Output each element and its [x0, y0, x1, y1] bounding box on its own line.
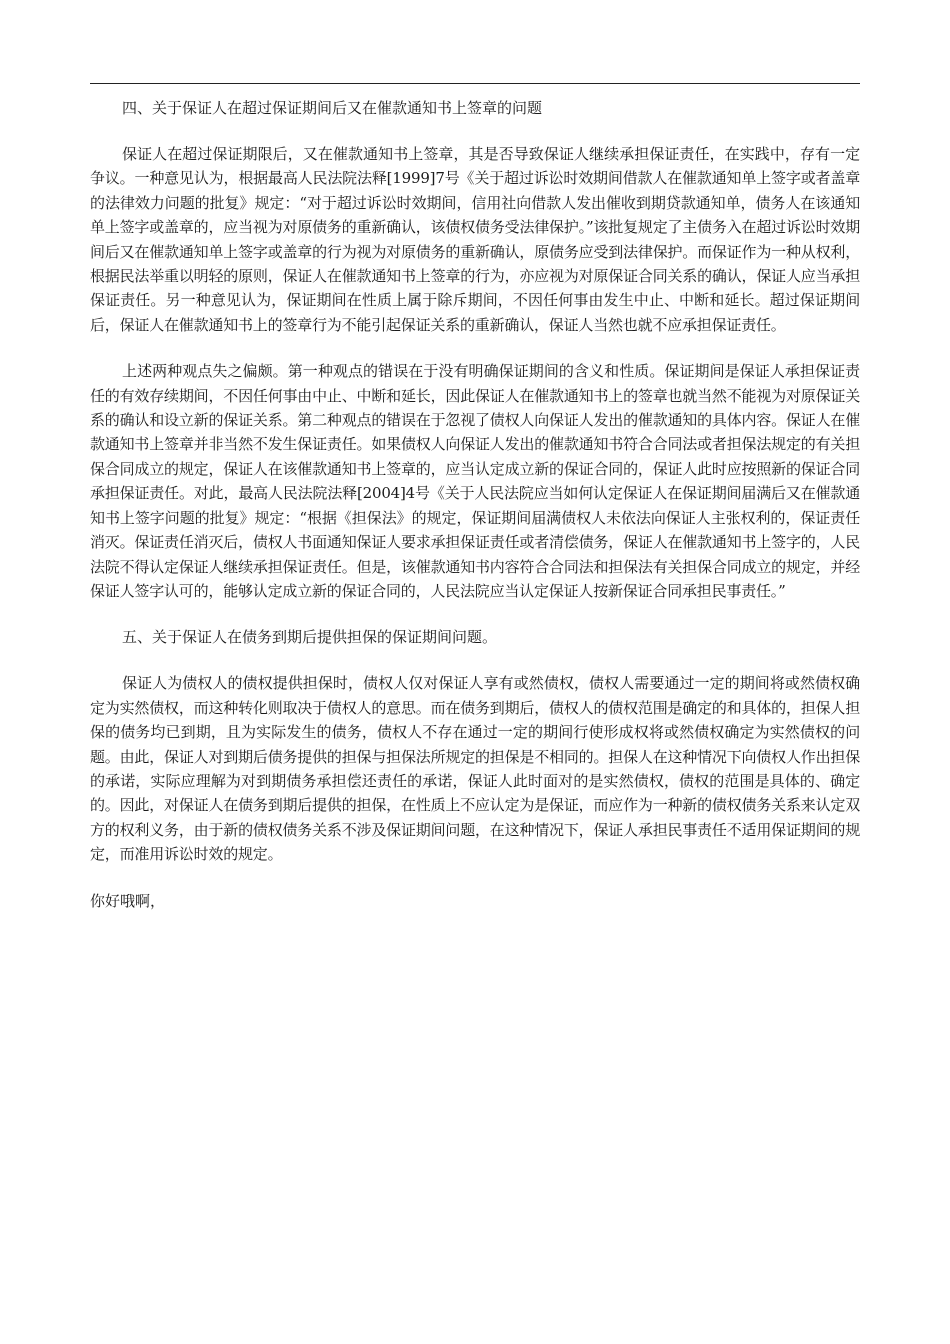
section-5-heading: 五、关于保证人在债务到期后提供担保的保证期间问题。	[122, 628, 498, 647]
section-5-paragraph-1: 保证人为债权人的债权提供担保时，债权人仅对保证人享有或然债权，债权人需要通过一定的期间将或然债权确定为实然债权，而这种转化则取决于债权人的意思。而在债务到期后，债权人的债权范围是确定的和具体的，担保人担保的债务均已到期，且为实际发生的债务，债权人不存在通过一定的期间行使形成权将或然债权确定为实然债权的问题。由此，保证人对到期后债务提供的担保与担保法所规定的担保是不相同的。担保人在这种情况下向债权人作出担保的承诺，实际应理解为对到期债务承担偿还责任的承诺，保证人此时面对的是实然债权，债权的范围是具体的、确定的。因此，对保证人在债务到期后提供的担保，在性质上不应认定为是保证，而应作为一种新的债权债务关系来认定双方的权利义务，由于新的债权债务关系不涉及保证期间问题，在这种情况下，保证人承担民事责任不适用保证期间的规定，而准用诉讼时效的规定。	[90, 674, 860, 864]
section-4-paragraph-2: 上述两种观点失之偏颇。第一种观点的错误在于没有明确保证期间的含义和性质。保证期间是保证人承担保证责任的有效存续期间，不因任何事由中止、中断和延长，因此保证人在催款通知书上的签章也就当然不能视为对原保证关系的确认和设立新的保证关系。第二种观点的错误在于忽视了债权人向保证人发出的催款通知的具体内容。保证人在催款通知书上签章并非当然不发生保证责任。如果债权人向保证人发出的催款通知书符合合同法或者担保法规定的有关担保合同成立的规定，保证人在该催款通知书上签章的，应当认定成立新的保证合同的，保证人此时应按照新的保证合同承担保证责任。对此，最高人民法院法释[2004]4号《关于人民法院应当如何认定保证人在保证期间届满后又在催款通知书上签字问题的批复》规定：“根据《担保法》的规定，保证期间届满债权人未依法向保证人主张权利的，保证责任消灭。保证责任消灭后，债权人书面通知保证人要求承担保证责任或者清偿债务，保证人在催款通知书上签字的，人民法院不得认定保证人继续承担保证责任。但是，该催款通知书内容符合合同法和担保法有关担保合同成立的规定，并经保证人签字认可的，能够认定成立新的保证合同的，人民法院应当认定保证人按新保证合同承担民事责任。”	[90, 362, 860, 600]
document-body	[90, 96, 860, 913]
closing-line: 你好哦啊，	[90, 891, 166, 910]
section-4-heading: 四、关于保证人在超过保证期间后又在催款通知书上签章的问题	[122, 99, 543, 117]
header-rule	[90, 83, 860, 84]
section-4-paragraph-1: 保证人在超过保证期限后，又在催款通知书上签章，其是否导致保证人继续承担保证责任，在实践中，存有一定争议。一种意见认为，根据最高人民法院法释[1999]7号《关于超过诉讼时效期间借款人在催款通知单上签字或者盖章的法律效力问题的批复》规定：“对于超过诉讼时效期间，信用社向借款人发出催收到期贷款通知单，债务人在该通知单上签字或盖章的，应当视为对原债务的重新确认，该债权债务受法律保护。”该批复规定了主债务入在超过诉讼时效期间后又在催款通知单上签字或盖章的行为视为对原债务的重新确认，原债务应受到法律保护。而保证作为一种从权利，根据民法举重以明轻的原则，保证人在催款通知书上签章的行为，亦应视为对原保证合同关系的确认，保证人应当承担保证责任。另一种意见认为，保证期间在性质上属于除斥期间，不因任何事由发生中止、中断和延长。超过保证期间后，保证人在催款通知书上的签章行为不能引起保证关系的重新确认，保证人当然也就不应承担保证责任。	[90, 145, 860, 334]
